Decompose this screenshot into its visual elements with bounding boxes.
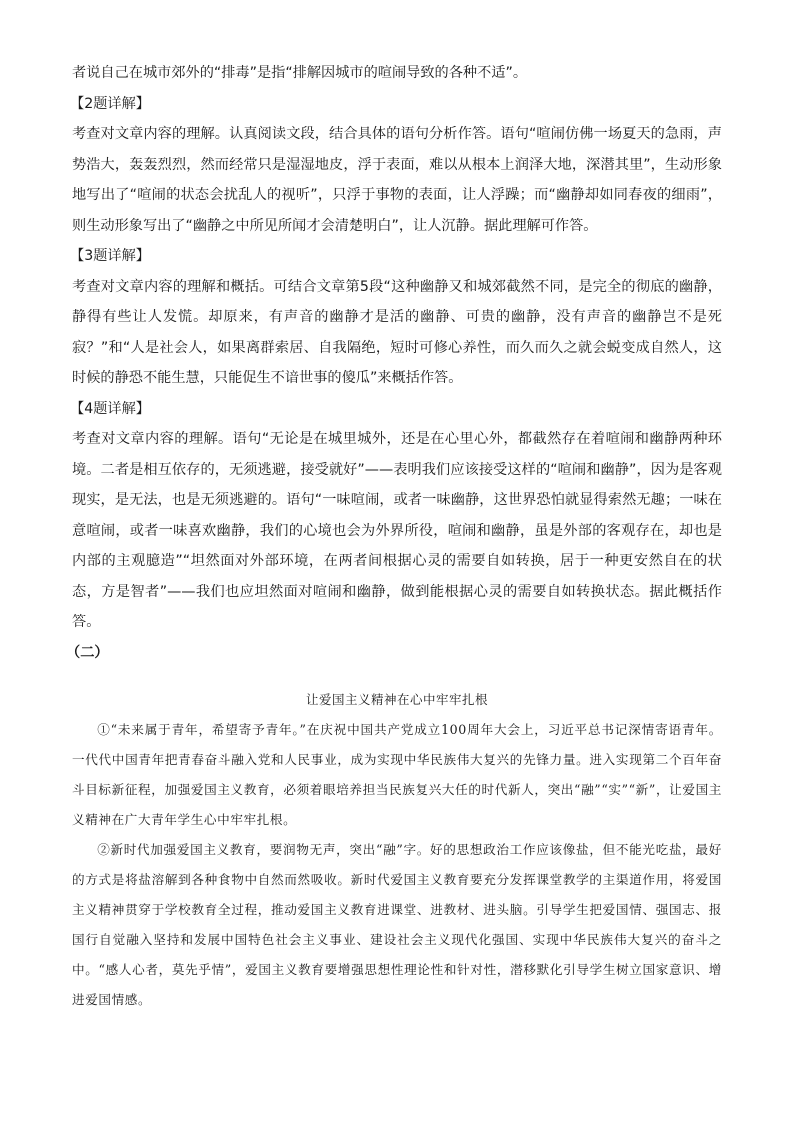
article-paragraph: ②新时代加强爱国主义教育，要润物无声，突出“融”字。好的思想政治工作应该像盐，但不能光吃盐，最好的方式是将盐溶解到各种食物中自然而然吸收。新时代爱国主义教育要充分发挥课堂教学的主渠道作用，将爱国主义精神贯穿于学校教育全过程，推动爱国主义教育进课堂、进教材、进头脑。引导学生把爱国情、强国志、报国行自觉融入坚持和发展中国特色社会主义事业、建设社会主义现代化强国、实现中华民族伟大复兴的奋斗之中。“感人心者，莫先乎情”，爱国主义教育要增强思想性理论性和针对性，潜移默化引导学生树立国家意识、增进爱国情感。 xyxy=(72,842,722,1007)
section-label: （二） xyxy=(66,644,109,661)
q4-explanation: 考查对文章内容的理解。语句“无论是在城里城外，还是在心里心外，都截然存在着喧闹和幽静两种环境。二者是相互依存的，无须逃避，接受就好”——表明我们应该接受这样的“喧闹和幽静”，因为是客观现实，是无法，也是无须逃避的。语句“一味喧闹，或者一味幽静，这世界恐怕就显得索然无趣；一味在意喧闹，或者一味喜欢幽静，我们的心境也会为外界所役，喧闹和幽静，虽是外部的客观存在，却也是内部的主观臆造”“坦然面对外部环境，在两者间根据心灵的需要自如转换，居于一种更安然自在的状态，方是智者”——我们也应坦然面对喧闹和幽静，做到能根据心灵的需要自如转换状态。据此概括作答。 xyxy=(72,431,722,630)
q2-explanation: 考查对文章内容的理解。认真阅读文段，结合具体的语句分析作答。语句“喧闹仿佛一场夏天的急雨，声势浩大，轰轰烈烈，然而经常只是湿湿地皮，浮于表面，难以从根本上润泽大地，深潜其里”，生动形象地写出了“喧闹的状态会扰乱人的视听”，只浮于事物的表面，让人浮躁；而“幽静却如同春夜的细雨”，则生动形象写出了“幽静之中所见所闻才会清楚明白”，让人沉静。据此理解可作答。 xyxy=(72,126,722,234)
q3-explanation: 考查对文章内容的理解和概括。可结合文章第5段“这种幽静又和城郊截然不同，是完全的彻底的幽静，静得有些让人发慌。却原来，有声音的幽静才是活的幽静、可贵的幽静，没有声音的幽静岂不是死寂？”和“人是社会人，如果离群索居、自我隔绝，短时可修心养性，而久而久之就会蜕变成自然人，这时候的静恐不能生慧，只能促生不谙世事的傻瓜”来概括作答。 xyxy=(72,278,722,386)
article-title: 让爱国主义精神在心中牢牢扎根 xyxy=(305,692,488,707)
q3-heading: 【3题详解】 xyxy=(70,248,150,264)
q2-heading: 【2题详解】 xyxy=(70,95,150,112)
lead-paragraph: 者说自己在城市郊外的“排毒”是指“排解因城市的喧闹导致的各种不适”。 xyxy=(72,65,528,81)
answer-explanations xyxy=(66,58,722,668)
article-paragraph: ①“未来属于青年，希望寄予青年。”在庆祝中国共产党成立100周年大会上，习近平总书记深情寄语青年。一代代中国青年把青春奋斗融入党和人民事业，成为实现中华民族伟大复兴的先锋力量。进入实现第二个百年奋斗目标新征程，加强爱国主义教育，必须着眼培养担当民族复兴大任的时代新人，突出“融”“实”“新”，让爱国主义精神在广大青年学生心中牢牢扎根。 xyxy=(72,722,722,827)
reading-article xyxy=(72,688,722,1015)
q4-heading: 【4题详解】 xyxy=(70,400,150,417)
